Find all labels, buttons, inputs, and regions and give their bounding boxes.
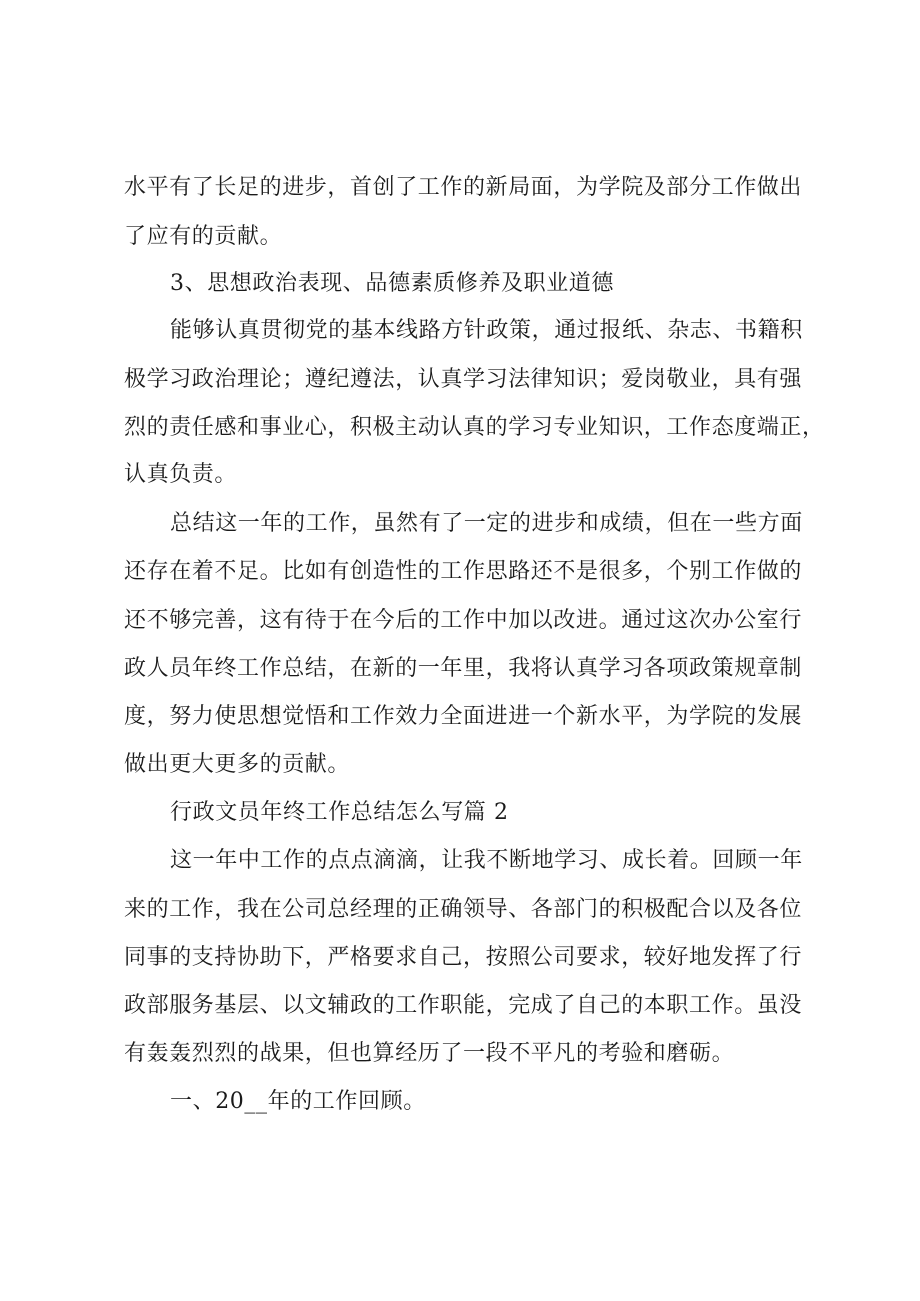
- text-line: 来的工作，我在公司总经理的正确领导、各部门的积极配合以及各位: [124, 897, 803, 922]
- text-line: 政部服务基层、以文辅政的工作职能，完成了自己的本职工作。虽没: [124, 993, 803, 1018]
- text-line: 度，努力使思想觉悟和工作效力全面进进一个新水平，为学院的发展: [124, 704, 803, 729]
- text-line: 水平有了长足的进步，首创了工作的新局面，为学院及部分工作做出: [124, 175, 803, 200]
- text-line: 3、思想政治表现、品德素质修养及职业道德: [170, 271, 614, 296]
- text-line: 这一年中工作的点点滴滴，让我不断地学习、成长着。回顾一年: [170, 848, 803, 873]
- text-line: 能够认真贯彻党的基本线路方针政策，通过报纸、杂志、书籍积: [170, 318, 803, 343]
- text-line: 极学习政治理论；遵纪遵法，认真学习法律知识；爱岗敬业，具有强: [124, 367, 803, 392]
- text-line: 政人员年终工作总结，在新的一年里，我将认真学习各项政策规章制: [124, 656, 803, 681]
- text-line: 还存在着不足。比如有创造性的工作思路还不是很多，个别工作做的: [124, 559, 803, 584]
- text-line: 烈的责任感和事业心，积极主动认真的学习专业知识，工作态度端正，: [124, 415, 825, 440]
- text-line: 有轰轰烈烈的战果，但也算经历了一段不平凡的考验和磨砺。: [124, 1041, 735, 1066]
- text-line: 了应有的贡献。: [124, 224, 283, 249]
- text-line: 认真负责。: [124, 462, 238, 487]
- text-line: 一、20__年的工作回顾。: [170, 1089, 426, 1114]
- text-line: 做出更大更多的贡献。: [124, 752, 351, 777]
- text-line: 总结这一年的工作，虽然有了一定的进步和成绩，但在一些方面: [170, 511, 803, 536]
- text-line: 还不够完善，这有待于在今后的工作中加以改进。通过这次办公室行: [124, 608, 803, 633]
- text-line: 同事的支持协助下，严格要求自己，按照公司要求，较好地发挥了行: [124, 945, 803, 970]
- text-line: 行政文员年终工作总结怎么写篇 2: [170, 800, 509, 825]
